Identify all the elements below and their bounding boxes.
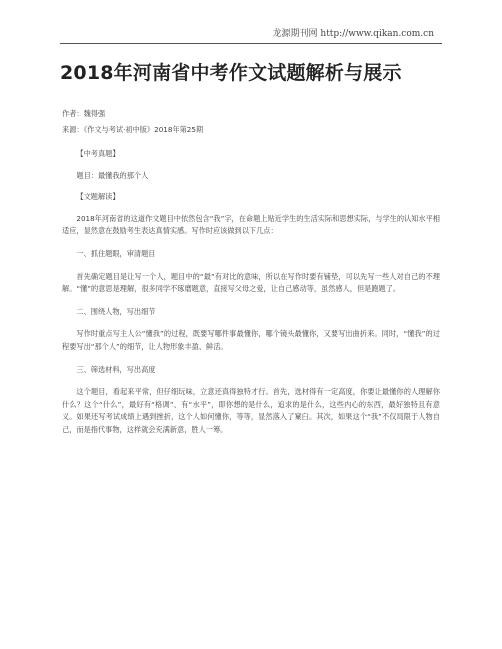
point-three-body: 这个题目，看起来平常，但仔细玩味，立意还真得独特才行。首先，选材得有一定高度，你要让最懂你的人理解你什么？这个“什么”，最好有“格调”、有“水平”，即你想的是什么，追求的是什么，这些内心的东西，最好独特且有意义。如果还写考试成绩上遇到挫折，这个人如何懂你，等等，显然落入了窠臼。其次，如果这个“我”不仅局限于人物自己，而是指代事物，这样就会充满新意，胜人一筹。 <box>62 387 440 434</box>
article-body <box>62 148 440 437</box>
paragraph-intro: 2018年河南省的这道作文题目中依然包含“我”字，在命题上贴近学生的生活实际和思想实际，与学生的认知水平相适应，显然意在鼓励考生表达真情实感。写作时应该做到以下几点： <box>62 213 440 236</box>
section-heading-exam-question: 【中考真题】 <box>76 149 120 158</box>
essay-topic: 题目：最懂我的那个人 <box>76 170 149 180</box>
header-divider <box>60 43 442 44</box>
article-source: 来源：《作文与考试·初中版》2018年第25期 <box>62 125 204 134</box>
article-author: 作者：魏得强 <box>62 109 106 118</box>
point-three-heading: 三、筛选材料，写出高度 <box>76 364 156 374</box>
point-two-heading: 二、围绕人物，写出细节 <box>76 306 156 316</box>
point-one-heading: 一、抓住题眼，审清题目 <box>76 248 156 258</box>
point-two-body: 写作时重点写主人公“懂我”的过程，既要写哪件事最懂你，哪个镜头最懂你，又要写出曲折来。同时，“懂我”的过程要写出“那个人”的细节，让人物形象丰盈、鲜活。 <box>62 329 440 351</box>
article-title: 2018年河南省中考作文试题解析与展示 <box>60 62 402 84</box>
section-heading-interpretation: 【文题解读】 <box>76 192 120 202</box>
point-one-body: 首先确定题目是让写一个人，题目中的“最”有对比的意味，所以在写作时要有铺垫，可以先写一些人对自己的不理解。“懂”的意思是理解，很多同学不琢磨题意，直接写父母之爱，让自己感动等，虽然感人，但是跑题了。 <box>62 271 440 294</box>
journal-source-header: 龙源期刊网 http://www.qikan.com.cn <box>272 29 434 39</box>
